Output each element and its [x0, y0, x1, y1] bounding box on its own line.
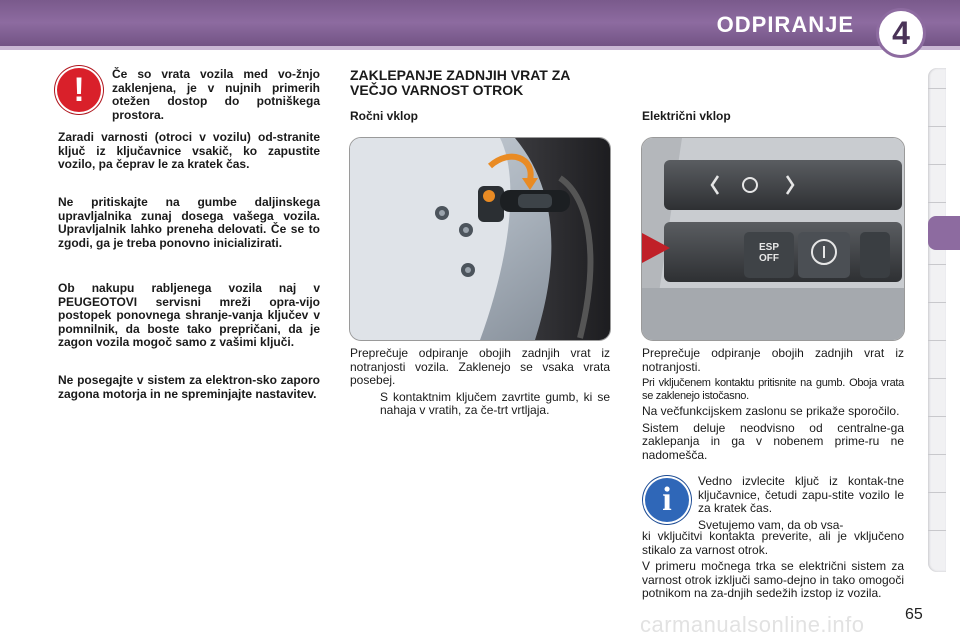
electric-message-paragraph: Na večfunkcijskem zaslonu se prikaže sporočilo. — [642, 404, 900, 418]
manual-bullet-text: S kontaktnim ključem zavrtite gumb, ki se nahaja v vratih, za če-trt vrtljaja. — [380, 389, 610, 417]
header-stripe — [0, 46, 960, 50]
crash-paragraph: V primeru močnega trka se električni sistem za varnost otrok izključi samo-dejno in tako omogoči potnikom na za-dnjih sedežih izstop iz vozila. — [642, 559, 904, 600]
hand-pointer-icon — [350, 391, 380, 418]
electric-instruction: Pri vključenem kontaktu pritisnite na gumb. Oboja vrata se zaklenejo istočasno. — [642, 377, 904, 402]
manual-heading: Ročni vklop — [350, 109, 419, 123]
electric-body — [642, 347, 904, 465]
electric-paragraph: Preprečuje odpiranje obojih zadnjih vrat iz notranjosti. — [642, 346, 904, 374]
immobiliser-paragraph: Ne posegajte v sistem za elektron-sko zaporo zagona motorja in ne spreminjajte nastavitev. — [58, 373, 320, 401]
chapter-tab[interactable] — [928, 88, 946, 89]
chapter-tab[interactable] — [928, 378, 946, 379]
manual-body — [350, 347, 610, 418]
chapter-tab[interactable] — [928, 492, 946, 493]
info-icon: i — [645, 478, 689, 522]
safety-paragraph: Zaradi varnosti (otroci v vozilu) od-stranite ključ iz ključavnice vsakič, ko zapustite vozilo, pa čeprav le za kratek čas. — [58, 130, 320, 171]
page-number: 65 — [905, 606, 923, 623]
chapter-tab[interactable] — [928, 530, 946, 531]
chapter-tab[interactable] — [928, 416, 946, 417]
chapter-tab-rail — [928, 68, 946, 572]
manual-paragraph: Preprečuje odpiranje obojih zadnjih vrat iz notranjosti vozila. Zaklenejo se vsaka vrata posebej. — [350, 346, 610, 387]
remote-paragraph: Ne pritiskajte na gumbe daljinskega upravljalnika zunaj dosega vašega vozila. Upravljalnik lahko preneha delovati. Če se to zgodi, ga je treba ponovno inicializirati. — [58, 195, 320, 250]
chapter-tab[interactable] — [928, 302, 946, 303]
door-lock-photo — [349, 137, 611, 341]
chapter-tab[interactable] — [928, 454, 946, 455]
chapter-tab[interactable] — [928, 126, 946, 127]
electric-independence-paragraph: Sistem deluje neodvisno od centralne-ga zaklepanja in ga v nobenem prime-ru ne nadomešča. — [642, 420, 904, 462]
chapter-tab[interactable] — [928, 202, 946, 203]
warning-paragraph: Če so vrata vozila med vo-žnjo zaklenjena, je v nujnih primerih otežen dostop do potniškega prostora. — [112, 67, 320, 122]
info-check-continued: ki vključitvi kontakta preverite, ali je vključeno stikalo za varnost otrok. — [642, 529, 904, 557]
button-panel-photo — [641, 137, 905, 341]
chapter-tab[interactable] — [928, 264, 946, 265]
esp-off-button-label: ESP OFF — [758, 242, 779, 264]
used-vehicle-paragraph: Ob nakupu rabljenega vozila naj v PEUGEOTOVI servisni mreži opra-vijo postopek ponovnega shranje-vanja ključev v pomnilnik, da boste tako prepričani, da je zagon vozila mogoč samo z vašimi ključi. — [58, 281, 320, 349]
info-continued — [642, 530, 904, 604]
info-check-paragraph: Svetujemo vam, da ob vsa- — [698, 517, 844, 532]
manual-bullet-item — [350, 391, 610, 418]
chapter-tab[interactable] — [928, 340, 946, 341]
info-note — [698, 475, 904, 532]
chapter-tab-active[interactable] — [928, 216, 960, 250]
electric-heading: Električni vklop — [642, 109, 731, 123]
page-title: ODPIRANJE — [716, 12, 854, 37]
chapter-number-badge: 4 — [876, 8, 926, 58]
watermark: carmanualsonline.info — [640, 612, 865, 637]
info-key-paragraph: Vedno izvlecite ključ iz kontak-tne ključavnice, četudi zapu-stite vozilo le za kratek čas. — [698, 474, 904, 515]
section-title: ZAKLEPANJE ZADNJIH VRAT ZA VEČJO VARNOST OTROK — [350, 67, 570, 98]
warning-icon: ! — [57, 68, 101, 112]
chapter-tab[interactable] — [928, 164, 946, 165]
